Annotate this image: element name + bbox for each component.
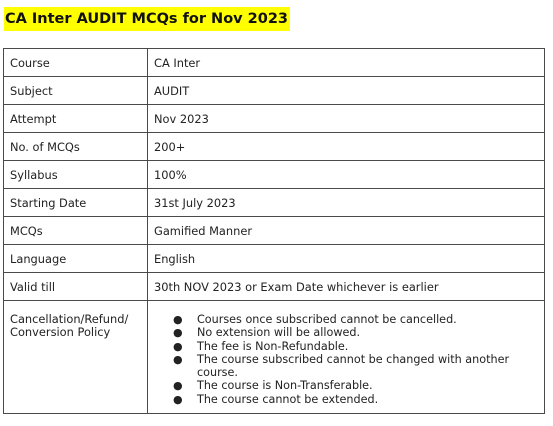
row-value-course: CA Inter (148, 49, 545, 77)
table-row (4, 105, 545, 133)
row-value-starting-date: 31st July 2023 (148, 189, 545, 217)
row-value-mcqs: Gamified Manner (148, 217, 545, 245)
policy-label: Cancellation/Refund/ Conversion Policy (10, 312, 129, 339)
table-row-policy (4, 301, 545, 414)
row-label-mcqs: MCQs (4, 217, 148, 245)
policy-item-text: The fee is Non-Refundable. (197, 339, 349, 353)
policy-item-text: The course subscribed cannot be changed with another course. (197, 352, 510, 380)
course-info-table (3, 48, 545, 414)
row-value-subject: AUDIT (148, 77, 545, 105)
bullet-icon: ● (173, 326, 183, 340)
policy-list (154, 301, 544, 406)
policy-label-cell (4, 301, 148, 414)
policy-value-cell (148, 301, 545, 414)
row-label-language: Language (4, 245, 148, 273)
table-row (4, 161, 545, 189)
bullet-icon: ● (173, 339, 183, 353)
table-row (4, 273, 545, 301)
list-item (154, 379, 540, 392)
list-item (154, 353, 540, 380)
row-label-mcq-count: No. of MCQs (4, 133, 148, 161)
table-row (4, 77, 545, 105)
bullet-icon: ● (173, 392, 183, 406)
row-value-syllabus: 100% (148, 161, 545, 189)
bullet-icon: ● (173, 379, 183, 393)
bullet-icon: ● (173, 352, 183, 366)
policy-item-text: The course cannot be extended. (197, 392, 379, 406)
table-row (4, 245, 545, 273)
table-row (4, 49, 545, 77)
bullet-icon: ● (173, 313, 183, 326)
list-item (154, 393, 540, 406)
row-label-valid-till: Valid till (4, 273, 148, 301)
table-row (4, 133, 545, 161)
table-row (4, 189, 545, 217)
row-label-course: Course (4, 49, 148, 77)
row-label-subject: Subject (4, 77, 148, 105)
list-item (154, 340, 540, 353)
row-value-attempt: Nov 2023 (148, 105, 545, 133)
policy-item-text: No extension will be allowed. (197, 326, 361, 340)
table-row (4, 217, 545, 245)
list-item (154, 313, 540, 326)
list-item (154, 326, 540, 339)
policy-item-text: Courses once subscribed cannot be cancelled. (197, 313, 457, 326)
policy-item-text: The course is Non-Transferable. (197, 379, 373, 393)
row-value-mcq-count: 200+ (148, 133, 545, 161)
row-label-starting-date: Starting Date (4, 189, 148, 217)
page-heading: CA Inter AUDIT MCQs for Nov 2023 (4, 7, 290, 31)
row-label-attempt: Attempt (4, 105, 148, 133)
row-value-valid-till: 30th NOV 2023 or Exam Date whichever is earlier (148, 273, 545, 301)
row-label-syllabus: Syllabus (4, 161, 148, 189)
row-value-language: English (148, 245, 545, 273)
